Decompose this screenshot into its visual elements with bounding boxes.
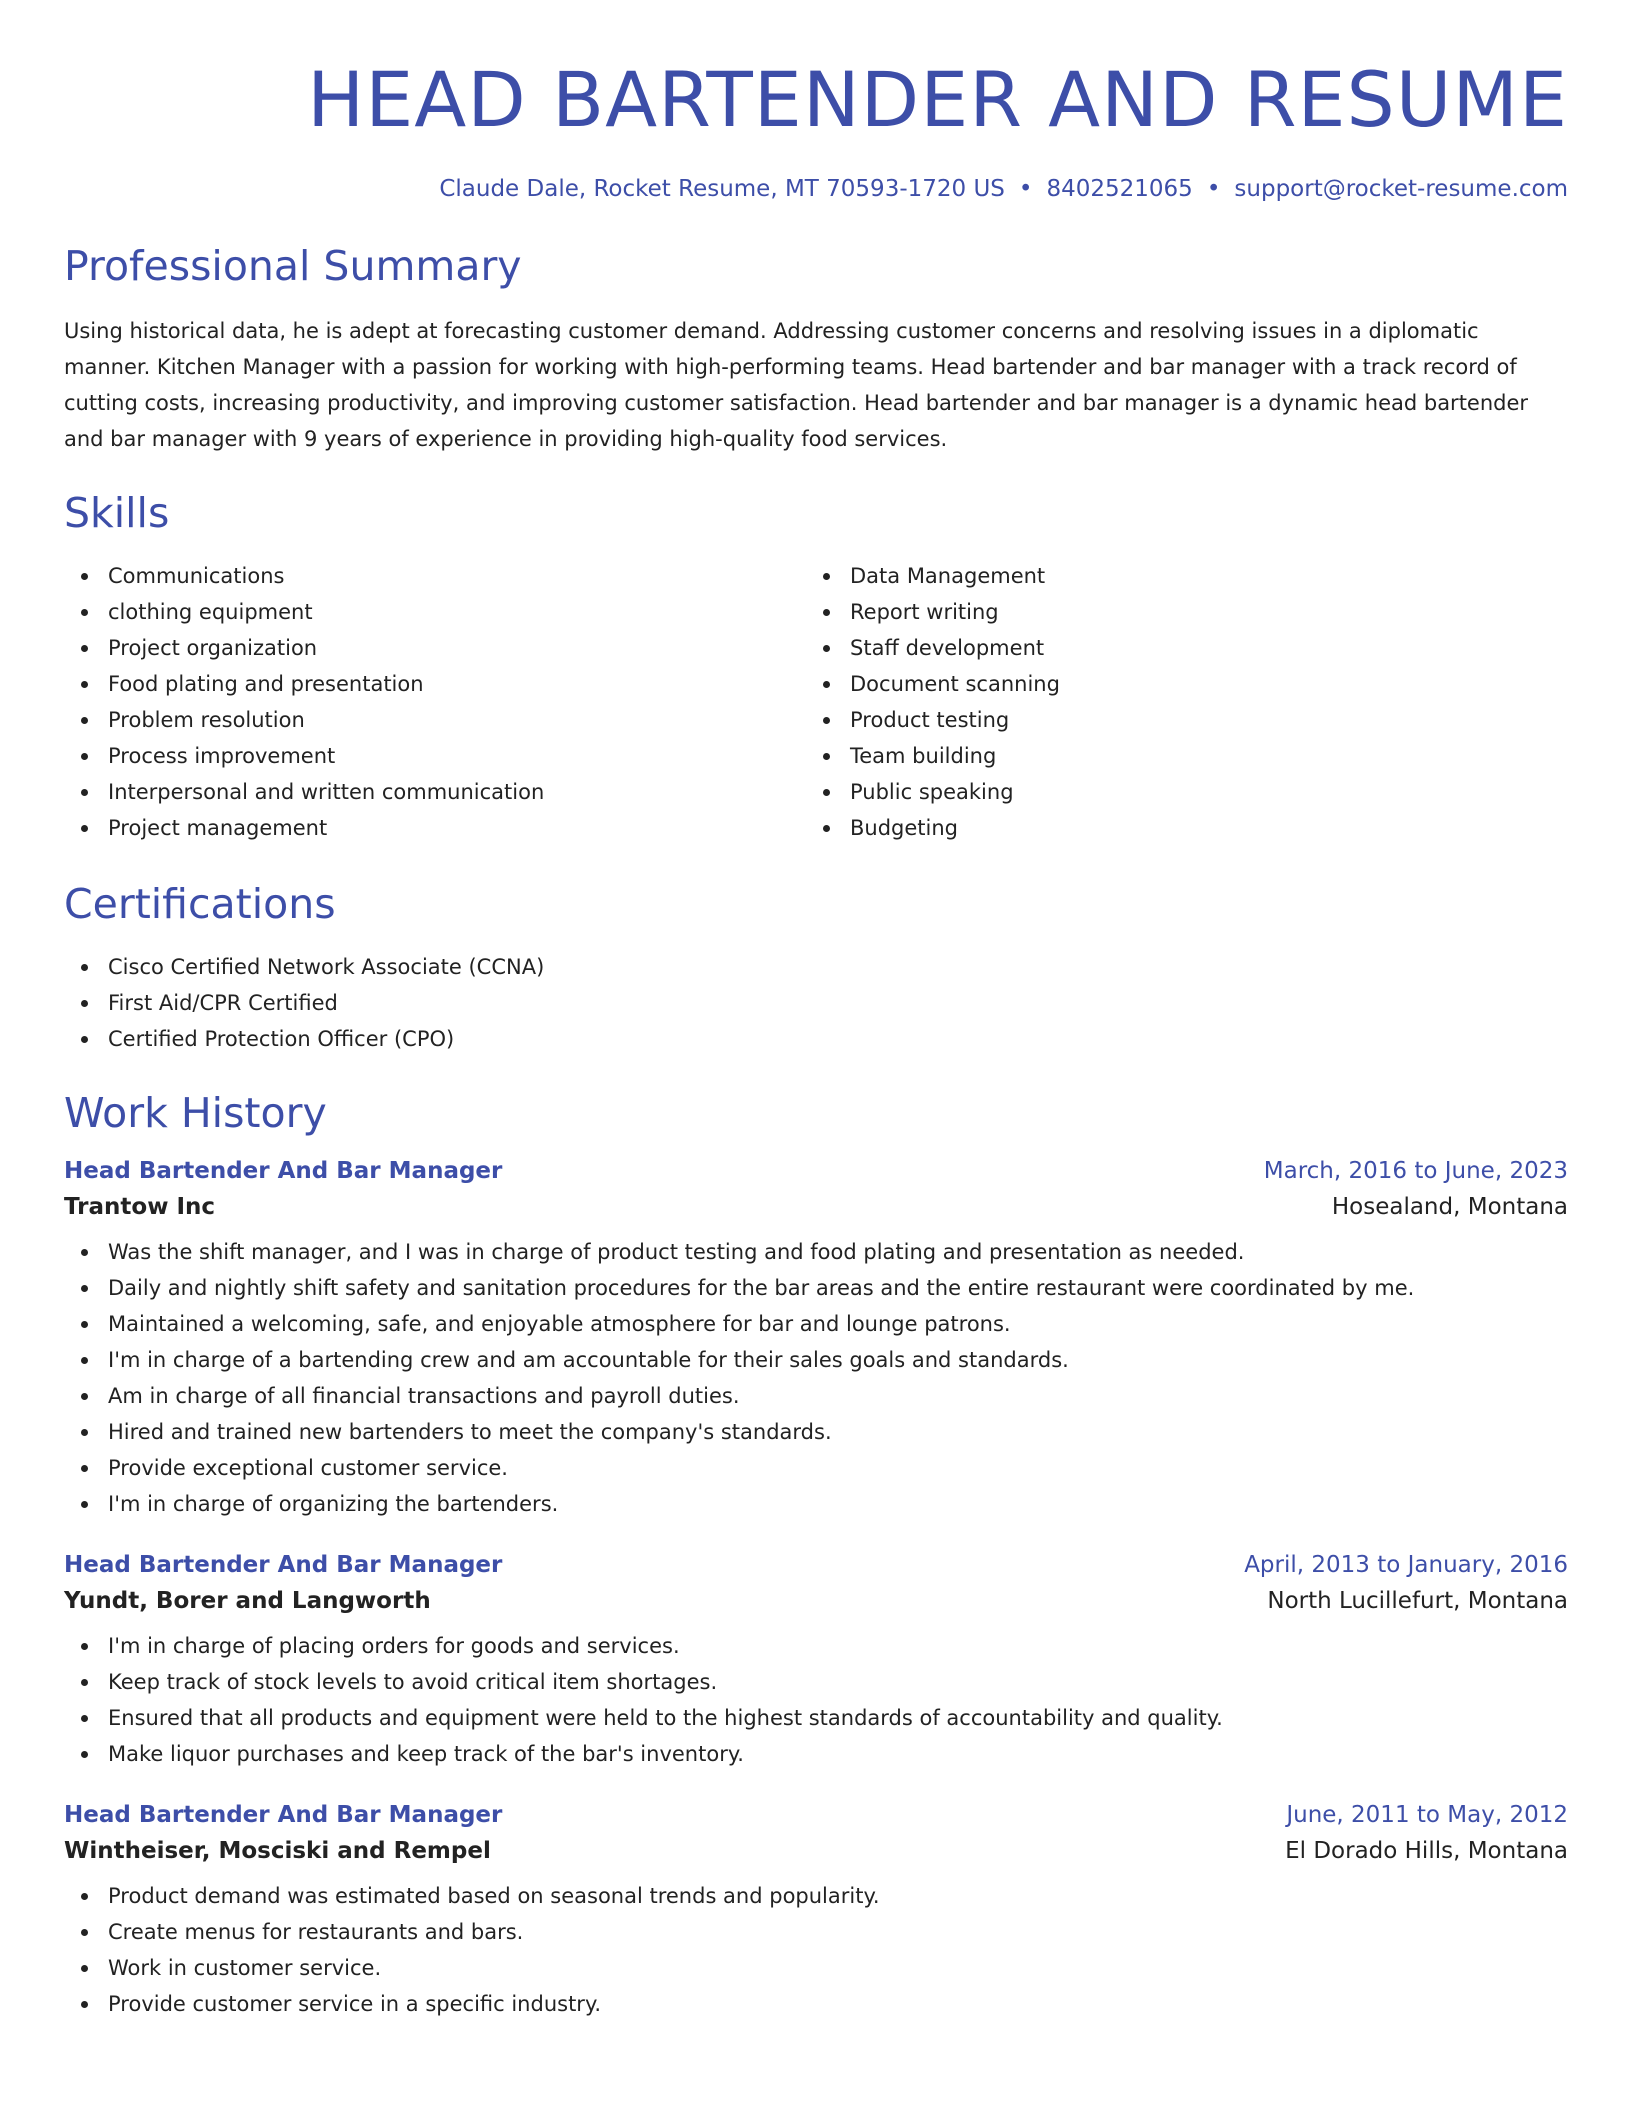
job-duty: Product demand was estimated based on seasonal trends and popularity.: [64, 1878, 1568, 1914]
job-duty: Provide exceptional customer service.: [64, 1450, 1568, 1486]
skill-item: Staff development: [806, 630, 1548, 666]
job-duty: I'm in charge of a bartending crew and am accountable for their sales goals and standards.: [64, 1342, 1568, 1378]
skill-item: Data Management: [806, 558, 1548, 594]
summary-heading: Professional Summary: [64, 242, 522, 290]
skill-item: Product testing: [806, 702, 1548, 738]
contact-line: [64, 176, 1568, 202]
job-duty: I'm in charge of organizing the bartenders.: [64, 1486, 1568, 1522]
job-company: Wintheiser, Mosciski and Rempel: [64, 1838, 491, 1864]
job-duties-list: [64, 1628, 1568, 1772]
skill-item: Report writing: [806, 594, 1548, 630]
job-dates: March, 2016 to June, 2023: [1263, 1158, 1568, 1184]
work-history-heading: Work History: [64, 1089, 327, 1137]
job-title: Head Bartender And Bar Manager: [64, 1158, 503, 1184]
job-company: Yundt, Borer and Langworth: [64, 1588, 431, 1614]
skill-item: Project management: [64, 810, 806, 846]
job-entry: [64, 1158, 1568, 1522]
skill-item: Budgeting: [806, 810, 1548, 846]
skills-list-right: [806, 558, 1548, 846]
skill-item: Process improvement: [64, 738, 806, 774]
job-duty: Was the shift manager, and I was in charge of product testing and food plating and presentation as needed.: [64, 1234, 1568, 1270]
certification-item: Certified Protection Officer (CPO): [64, 1021, 1568, 1057]
certification-item: Cisco Certified Network Associate (CCNA): [64, 949, 1568, 985]
job-duty: I'm in charge of placing orders for goods and services.: [64, 1628, 1568, 1664]
job-duty: Am in charge of all financial transactions and payroll duties.: [64, 1378, 1568, 1414]
job-duty: Keep track of stock levels to avoid critical item shortages.: [64, 1664, 1568, 1700]
job-title: Head Bartender And Bar Manager: [64, 1802, 503, 1828]
contact-email: support@rocket-resume.com: [1234, 176, 1568, 202]
job-company: Trantow Inc: [64, 1194, 216, 1220]
job-duty: Ensured that all products and equipment were held to the highest standards of accountability and quality.: [64, 1700, 1568, 1736]
contact-phone: 8402521065: [1046, 176, 1193, 202]
skill-item: Document scanning: [806, 666, 1548, 702]
job-entry: [64, 1552, 1568, 1772]
contact-separator: •: [1206, 176, 1221, 202]
job-duty: Make liquor purchases and keep track of the bar's inventory.: [64, 1736, 1568, 1772]
skills-heading: Skills: [64, 489, 170, 537]
skills-list-left: [64, 558, 806, 846]
job-title: Head Bartender And Bar Manager: [64, 1552, 503, 1578]
job-duty: Provide customer service in a specific industry.: [64, 1986, 1568, 2022]
job-dates: April, 2013 to January, 2016: [1244, 1552, 1568, 1578]
job-duty: Hired and trained new bartenders to meet the company's standards.: [64, 1414, 1568, 1450]
skill-item: Project organization: [64, 630, 806, 666]
job-duty: Daily and nightly shift safety and sanitation procedures for the bar areas and the entire restaurant were coordinated by me.: [64, 1270, 1568, 1306]
skill-item: Public speaking: [806, 774, 1548, 810]
skills-columns: [64, 558, 1568, 846]
skill-item: Communications: [64, 558, 806, 594]
job-duty: Maintained a welcoming, safe, and enjoyable atmosphere for bar and lounge patrons.: [64, 1306, 1568, 1342]
job-entry: [64, 1802, 1568, 2022]
job-duties-list: [64, 1234, 1568, 1522]
contact-address: Claude Dale, Rocket Resume, MT 70593-1720 US: [439, 176, 1005, 202]
summary-text: Using historical data, he is adept at forecasting customer demand. Addressing customer concerns and resolving issues in a diplomatic manner. Kitchen Manager with a passion for working with high-performing teams. Head bartender and bar manager with a track record of cutting costs, increasing productivity, and improving customer satisfaction. Head bartender and bar manager is a dynamic head bartender and bar manager with 9 years of experience in providing high-quality food services.: [64, 319, 1529, 451]
skill-item: Interpersonal and written communication: [64, 774, 806, 810]
skill-item: Food plating and presentation: [64, 666, 806, 702]
certification-item: First Aid/CPR Certified: [64, 985, 1568, 1021]
contact-separator: •: [1018, 176, 1033, 202]
job-location: North Lucillefurt, Montana: [1267, 1588, 1568, 1614]
skill-item: Team building: [806, 738, 1548, 774]
certifications-list: [64, 949, 1568, 1057]
skill-item: clothing equipment: [64, 594, 806, 630]
job-dates: June, 2011 to May, 2012: [1286, 1802, 1568, 1828]
resume-name: HEAD BARTENDER AND RESUME: [307, 55, 1568, 144]
skill-item: Problem resolution: [64, 702, 806, 738]
job-location: El Dorado Hills, Montana: [1285, 1838, 1568, 1864]
job-duties-list: [64, 1878, 1568, 2022]
job-location: Hosealand, Montana: [1331, 1194, 1568, 1220]
job-duty: Create menus for restaurants and bars.: [64, 1914, 1568, 1950]
job-duty: Work in customer service.: [64, 1950, 1568, 1986]
certifications-heading: Certifications: [64, 880, 336, 928]
